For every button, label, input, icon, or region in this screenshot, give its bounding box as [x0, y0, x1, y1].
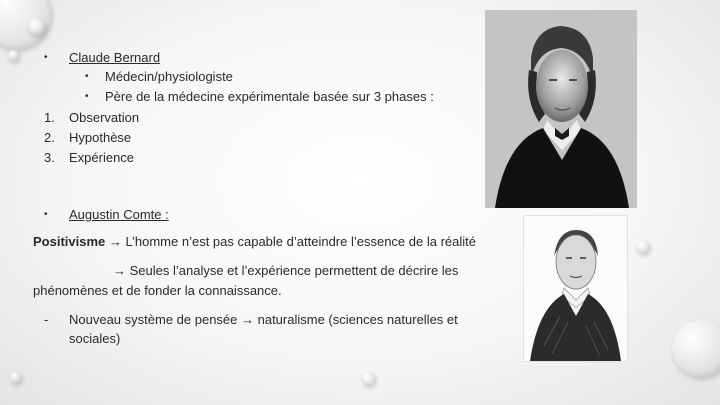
water-droplet [636, 240, 650, 254]
consequence-line: phénomènes et de fonder la connaissance. [33, 283, 282, 298]
water-droplet [8, 50, 20, 62]
consequence-line: → Seules l’analyse et l’expérience permettent de décrire les [113, 263, 459, 278]
bullet-marker: • [44, 209, 48, 220]
bernard-sub-item: Médecin/physiologiste [105, 69, 233, 84]
phase-number: 3. [44, 150, 55, 165]
portrait-photo-image [485, 10, 637, 208]
portrait-engraving-image [524, 216, 627, 361]
water-droplet [28, 18, 46, 36]
bullet-marker: • [85, 91, 89, 102]
bullet-marker: • [44, 52, 48, 63]
bullet-marker: • [85, 71, 89, 82]
claude-bernard-portrait [485, 10, 637, 208]
bernard-sub-item: Père de la médecine expérimentale basée sur 3 phases : [105, 89, 434, 104]
positivism-definition: → L’homme n’est pas capable d’atteindre l’essence de la réalité [105, 234, 476, 249]
naturalism-line: sociales) [69, 331, 121, 346]
phase-label: Hypothèse [69, 130, 132, 145]
phase-number: 1. [44, 110, 55, 125]
positivism-line [33, 232, 476, 252]
water-droplet [672, 320, 720, 378]
naturalism-line: Nouveau système de pensée → naturalisme (sciences naturelles et [69, 312, 458, 327]
phase-number: 2. [44, 130, 55, 145]
phase-label: Expérience [69, 150, 135, 165]
phase-label: Observation [69, 110, 140, 125]
water-droplet [362, 372, 376, 386]
positivism-term: Positivisme [33, 234, 106, 249]
water-droplet [10, 372, 22, 384]
dash-marker: - [44, 312, 49, 327]
augustin-comte-portrait [523, 215, 628, 362]
comte-heading: Augustin Comte : [69, 207, 169, 222]
bernard-heading: Claude Bernard [69, 50, 161, 65]
